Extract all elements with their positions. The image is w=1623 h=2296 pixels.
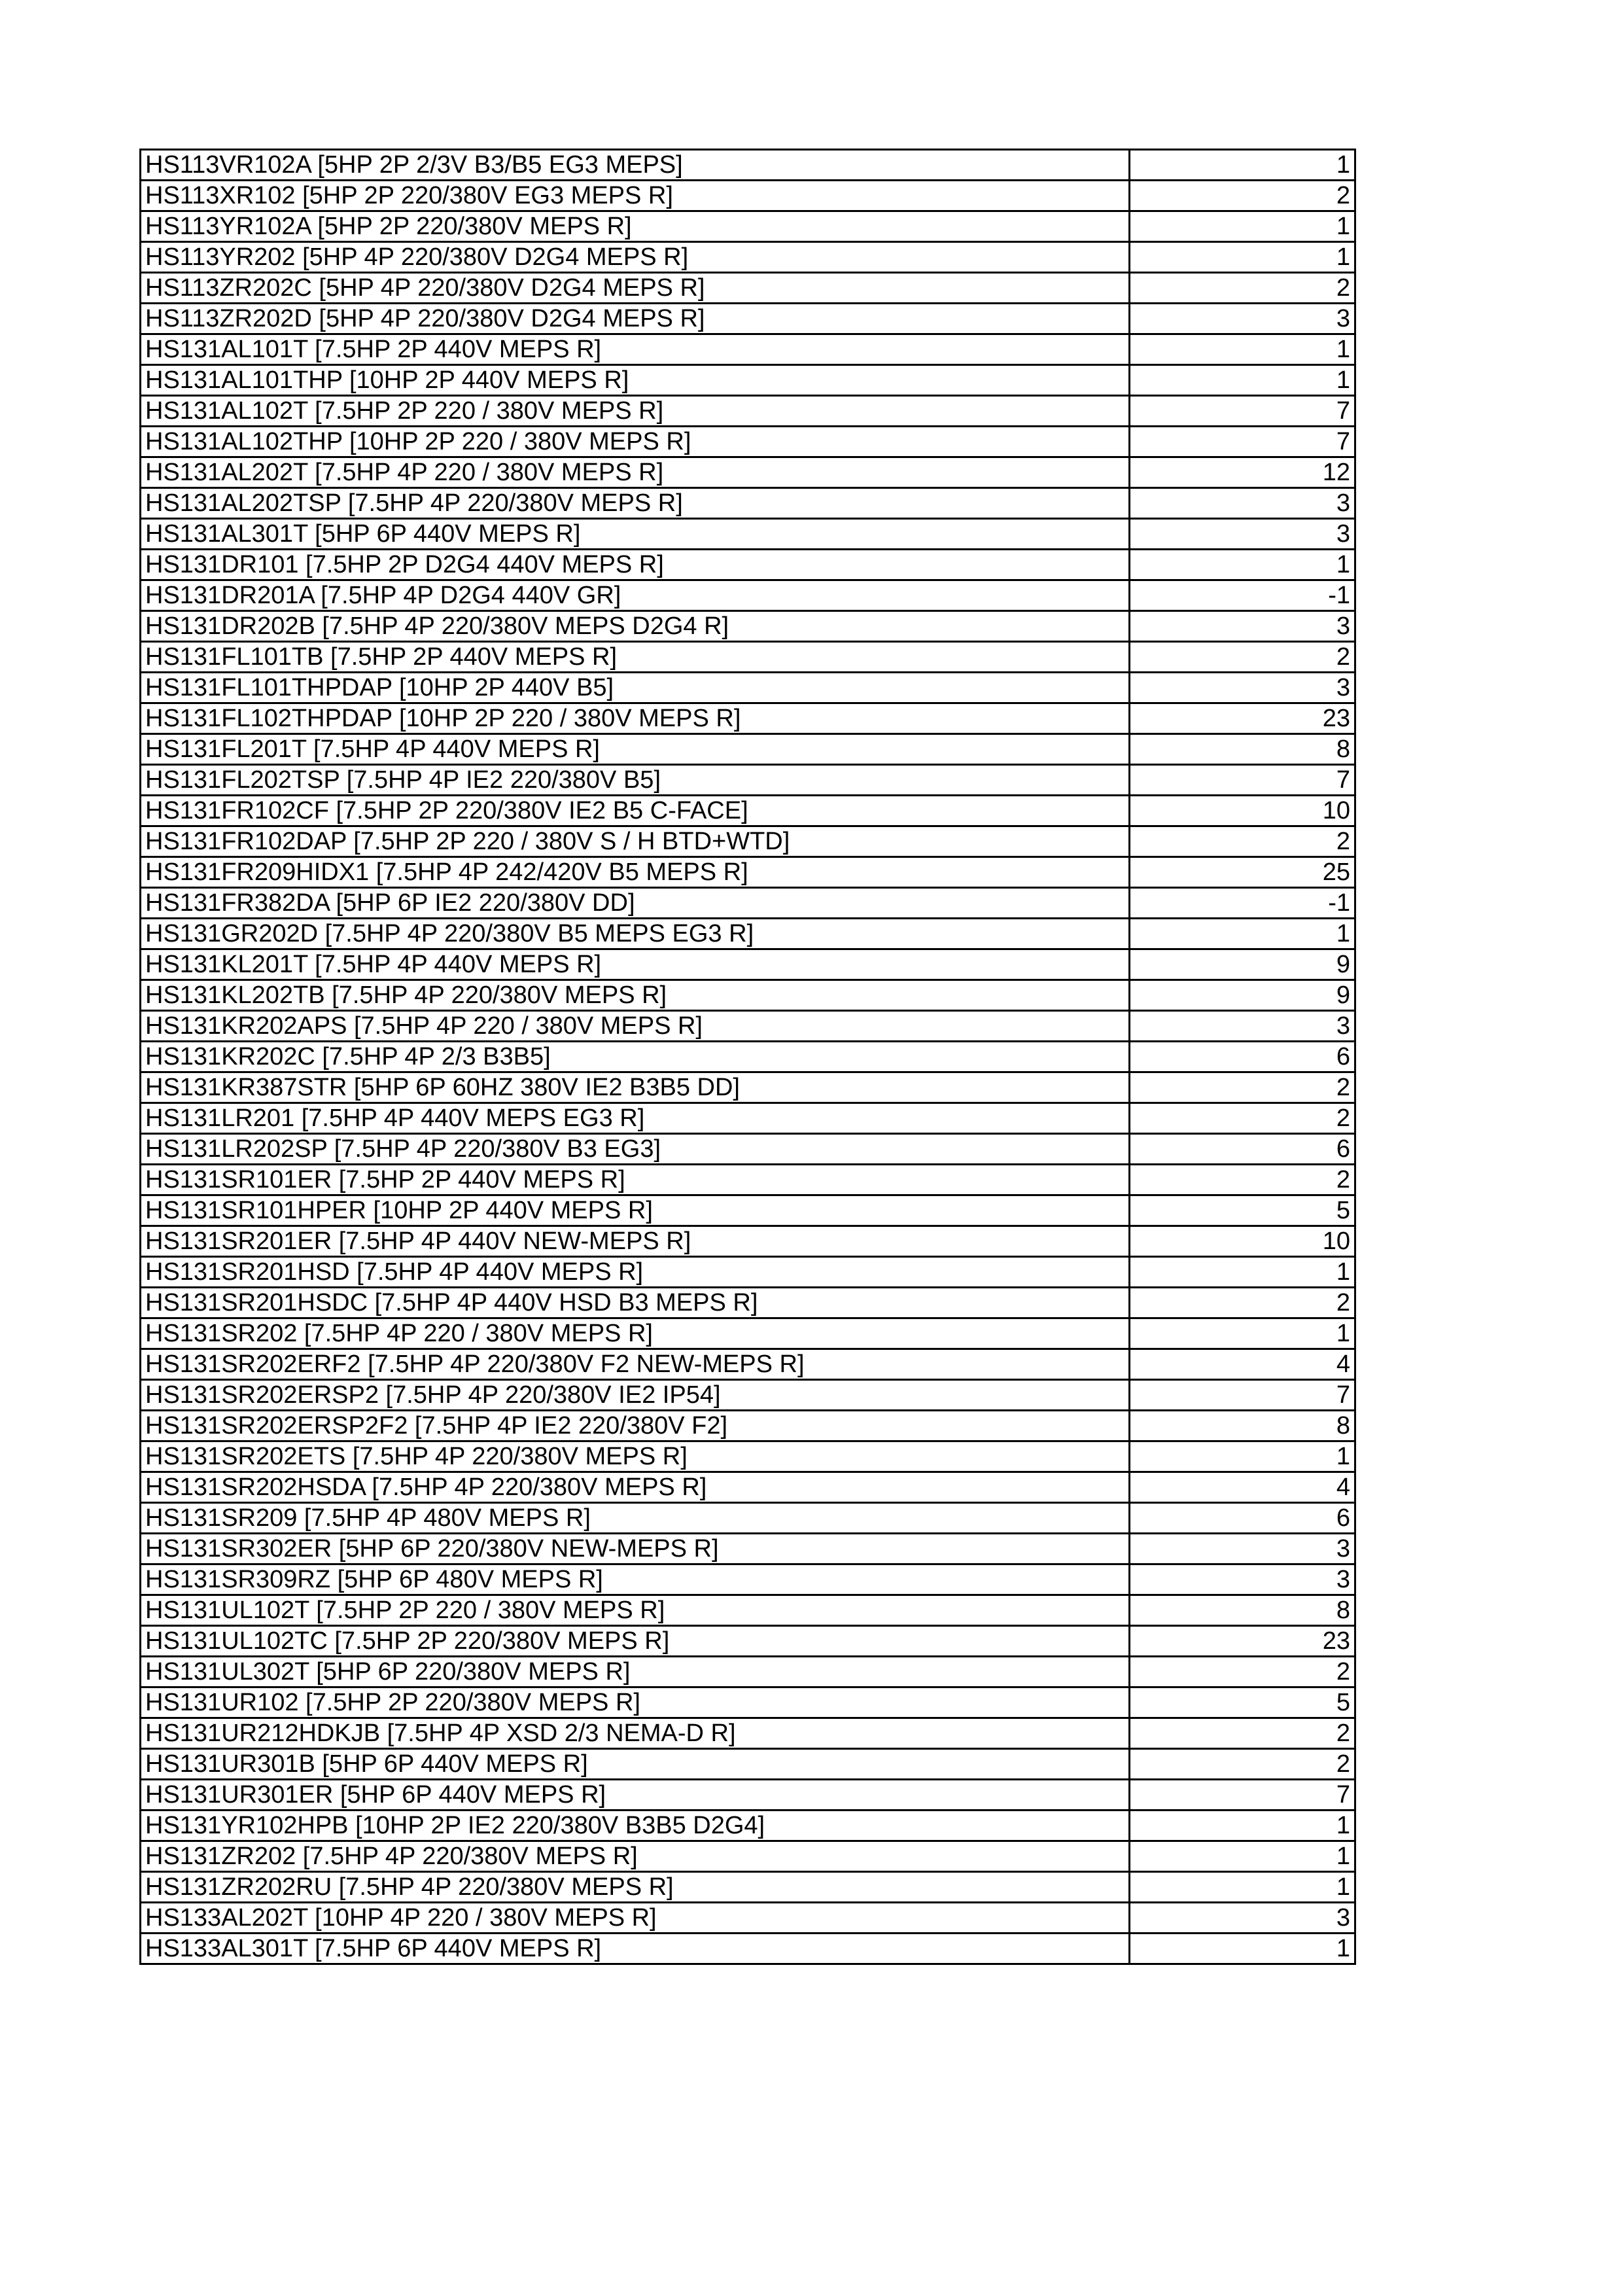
item-quantity-cell: 2: [1130, 642, 1355, 673]
table-row: [141, 1380, 1355, 1411]
item-quantity-cell: 8: [1130, 1411, 1355, 1441]
item-description-cell: HS131ZR202RU [7.5HP 4P 220/380V MEPS R]: [141, 1872, 1130, 1903]
table-row: [141, 1103, 1355, 1134]
item-quantity-cell: 4: [1130, 1349, 1355, 1380]
table-row: [141, 519, 1355, 550]
item-description-cell: HS131KR202APS [7.5HP 4P 220 / 380V MEPS R]: [141, 1011, 1130, 1042]
item-quantity-cell: 25: [1130, 857, 1355, 888]
table-row: [141, 211, 1355, 242]
table-row: [141, 1226, 1355, 1257]
inventory-table: [139, 149, 1356, 1965]
table-row: [141, 304, 1355, 334]
item-quantity-cell: 1: [1130, 150, 1355, 181]
item-quantity-cell: 1: [1130, 1441, 1355, 1472]
item-description-cell: HS131FR102CF [7.5HP 2P 220/380V IE2 B5 C-FACE]: [141, 796, 1130, 826]
item-description-cell: HS131LR201 [7.5HP 4P 440V MEPS EG3 R]: [141, 1103, 1130, 1134]
item-description-cell: HS133AL202T [10HP 4P 220 / 380V MEPS R]: [141, 1903, 1130, 1934]
table-row: [141, 642, 1355, 673]
inventory-table-body: [141, 150, 1355, 1964]
table-row: [141, 1441, 1355, 1472]
table-row: [141, 1749, 1355, 1780]
table-row: [141, 1195, 1355, 1226]
item-quantity-cell: 1: [1130, 1318, 1355, 1349]
item-description-cell: HS131SR201HSDC [7.5HP 4P 440V HSD B3 MEPS R]: [141, 1288, 1130, 1318]
table-row: [141, 673, 1355, 703]
item-quantity-cell: 1: [1130, 365, 1355, 396]
table-row: [141, 1011, 1355, 1042]
item-quantity-cell: 1: [1130, 1841, 1355, 1872]
item-quantity-cell: 2: [1130, 1749, 1355, 1780]
item-description-cell: HS131UR301ER [5HP 6P 440V MEPS R]: [141, 1780, 1130, 1810]
item-quantity-cell: 4: [1130, 1472, 1355, 1503]
item-quantity-cell: 2: [1130, 1718, 1355, 1749]
table-row: [141, 949, 1355, 980]
table-row: [141, 1318, 1355, 1349]
table-row: [141, 1687, 1355, 1718]
item-quantity-cell: 10: [1130, 796, 1355, 826]
item-description-cell: HS113ZR202C [5HP 4P 220/380V D2G4 MEPS R]: [141, 273, 1130, 304]
item-quantity-cell: 3: [1130, 1903, 1355, 1934]
table-row: [141, 1626, 1355, 1657]
table-row: [141, 273, 1355, 304]
table-row: [141, 1411, 1355, 1441]
item-description-cell: HS113ZR202D [5HP 4P 220/380V D2G4 MEPS R]: [141, 304, 1130, 334]
table-row: [141, 242, 1355, 273]
item-description-cell: HS131UL102T [7.5HP 2P 220 / 380V MEPS R]: [141, 1595, 1130, 1626]
item-description-cell: HS131FL202TSP [7.5HP 4P IE2 220/380V B5]: [141, 765, 1130, 796]
item-quantity-cell: 2: [1130, 273, 1355, 304]
item-description-cell: HS133AL301T [7.5HP 6P 440V MEPS R]: [141, 1934, 1130, 1964]
table-row: [141, 1472, 1355, 1503]
item-description-cell: HS113XR102 [5HP 2P 220/380V EG3 MEPS R]: [141, 181, 1130, 211]
item-description-cell: HS131SR202ETS [7.5HP 4P 220/380V MEPS R]: [141, 1441, 1130, 1472]
item-description-cell: HS131AL102T [7.5HP 2P 220 / 380V MEPS R]: [141, 396, 1130, 427]
item-quantity-cell: 3: [1130, 1564, 1355, 1595]
item-quantity-cell: 2: [1130, 181, 1355, 211]
item-quantity-cell: 5: [1130, 1195, 1355, 1226]
item-description-cell: HS131UL102TC [7.5HP 2P 220/380V MEPS R]: [141, 1626, 1130, 1657]
item-quantity-cell: 1: [1130, 550, 1355, 580]
table-row: [141, 396, 1355, 427]
item-description-cell: HS131DR201A [7.5HP 4P D2G4 440V GR]: [141, 580, 1130, 611]
table-row: [141, 703, 1355, 734]
table-row: [141, 1503, 1355, 1534]
table-row: [141, 1534, 1355, 1564]
item-quantity-cell: 9: [1130, 980, 1355, 1011]
item-quantity-cell: 2: [1130, 1165, 1355, 1195]
item-description-cell: HS131AL202TSP [7.5HP 4P 220/380V MEPS R]: [141, 488, 1130, 519]
item-description-cell: HS131FR209HIDX1 [7.5HP 4P 242/420V B5 MEPS R]: [141, 857, 1130, 888]
item-description-cell: HS131DR202B [7.5HP 4P 220/380V MEPS D2G4 R]: [141, 611, 1130, 642]
item-description-cell: HS131SR202ERSP2F2 [7.5HP 4P IE2 220/380V F2]: [141, 1411, 1130, 1441]
table-row: [141, 334, 1355, 365]
item-quantity-cell: 6: [1130, 1042, 1355, 1072]
item-quantity-cell: 3: [1130, 673, 1355, 703]
table-row: [141, 1595, 1355, 1626]
table-row: [141, 611, 1355, 642]
item-quantity-cell: 2: [1130, 1072, 1355, 1103]
table-row: [141, 365, 1355, 396]
item-description-cell: HS131KR387STR [5HP 6P 60HZ 380V IE2 B3B5 DD]: [141, 1072, 1130, 1103]
item-description-cell: HS131FL102THPDAP [10HP 2P 220 / 380V MEPS R]: [141, 703, 1130, 734]
table-row: [141, 580, 1355, 611]
table-row: [141, 1718, 1355, 1749]
item-description-cell: HS131SR101HPER [10HP 2P 440V MEPS R]: [141, 1195, 1130, 1226]
item-description-cell: HS131AL102THP [10HP 2P 220 / 380V MEPS R]: [141, 427, 1130, 457]
item-quantity-cell: 1: [1130, 1257, 1355, 1288]
item-description-cell: HS131FL201T [7.5HP 4P 440V MEPS R]: [141, 734, 1130, 765]
table-row: [141, 919, 1355, 949]
item-quantity-cell: 1: [1130, 242, 1355, 273]
item-description-cell: HS131KR202C [7.5HP 4P 2/3 B3B5]: [141, 1042, 1130, 1072]
item-quantity-cell: 2: [1130, 1288, 1355, 1318]
table-row: [141, 1872, 1355, 1903]
item-quantity-cell: 5: [1130, 1687, 1355, 1718]
item-quantity-cell: -1: [1130, 580, 1355, 611]
item-quantity-cell: 3: [1130, 519, 1355, 550]
table-row: [141, 1072, 1355, 1103]
item-quantity-cell: 1: [1130, 1934, 1355, 1964]
item-description-cell: HS131SR202ERF2 [7.5HP 4P 220/380V F2 NEW-MEPS R]: [141, 1349, 1130, 1380]
item-quantity-cell: 2: [1130, 1103, 1355, 1134]
item-description-cell: HS131SR309RZ [5HP 6P 480V MEPS R]: [141, 1564, 1130, 1595]
item-description-cell: HS131AL301T [5HP 6P 440V MEPS R]: [141, 519, 1130, 550]
item-quantity-cell: 6: [1130, 1503, 1355, 1534]
item-description-cell: HS131AL101T [7.5HP 2P 440V MEPS R]: [141, 334, 1130, 365]
table-row: [141, 488, 1355, 519]
item-quantity-cell: 9: [1130, 949, 1355, 980]
table-row: [141, 1564, 1355, 1595]
table-row: [141, 826, 1355, 857]
table-row: [141, 1841, 1355, 1872]
table-row: [141, 427, 1355, 457]
table-row: [141, 1257, 1355, 1288]
item-description-cell: HS131SR202HSDA [7.5HP 4P 220/380V MEPS R]: [141, 1472, 1130, 1503]
item-quantity-cell: 10: [1130, 1226, 1355, 1257]
item-quantity-cell: 1: [1130, 1810, 1355, 1841]
item-quantity-cell: 3: [1130, 488, 1355, 519]
item-description-cell: HS131KL201T [7.5HP 4P 440V MEPS R]: [141, 949, 1130, 980]
item-quantity-cell: 1: [1130, 1872, 1355, 1903]
item-quantity-cell: 7: [1130, 765, 1355, 796]
item-quantity-cell: 3: [1130, 1534, 1355, 1564]
table-row: [141, 150, 1355, 181]
item-description-cell: HS131LR202SP [7.5HP 4P 220/380V B3 EG3]: [141, 1134, 1130, 1165]
item-description-cell: HS131SR101ER [7.5HP 2P 440V MEPS R]: [141, 1165, 1130, 1195]
item-description-cell: HS131FR102DAP [7.5HP 2P 220 / 380V S / H BTD+WTD]: [141, 826, 1130, 857]
table-row: [141, 1134, 1355, 1165]
item-quantity-cell: 7: [1130, 1780, 1355, 1810]
item-description-cell: HS131UR301B [5HP 6P 440V MEPS R]: [141, 1749, 1130, 1780]
table-row: [141, 1810, 1355, 1841]
table-row: [141, 1934, 1355, 1964]
table-row: [141, 1657, 1355, 1687]
table-row: [141, 734, 1355, 765]
item-quantity-cell: 6: [1130, 1134, 1355, 1165]
table-row: [141, 1903, 1355, 1934]
item-description-cell: HS131SR302ER [5HP 6P 220/380V NEW-MEPS R]: [141, 1534, 1130, 1564]
item-description-cell: HS131UR212HDKJB [7.5HP 4P XSD 2/3 NEMA-D R]: [141, 1718, 1130, 1749]
item-quantity-cell: -1: [1130, 888, 1355, 919]
item-description-cell: HS131DR101 [7.5HP 2P D2G4 440V MEPS R]: [141, 550, 1130, 580]
table-row: [141, 1042, 1355, 1072]
item-description-cell: HS113VR102A [5HP 2P 2/3V B3/B5 EG3 MEPS]: [141, 150, 1130, 181]
item-quantity-cell: 23: [1130, 703, 1355, 734]
item-quantity-cell: 3: [1130, 1011, 1355, 1042]
item-description-cell: HS131SR209 [7.5HP 4P 480V MEPS R]: [141, 1503, 1130, 1534]
table-row: [141, 1165, 1355, 1195]
item-description-cell: HS113YR102A [5HP 2P 220/380V MEPS R]: [141, 211, 1130, 242]
item-description-cell: HS131AL101THP [10HP 2P 440V MEPS R]: [141, 365, 1130, 396]
item-description-cell: HS131UR102 [7.5HP 2P 220/380V MEPS R]: [141, 1687, 1130, 1718]
table-row: [141, 980, 1355, 1011]
item-description-cell: HS131FL101TB [7.5HP 2P 440V MEPS R]: [141, 642, 1130, 673]
item-description-cell: HS131GR202D [7.5HP 4P 220/380V B5 MEPS EG3 R]: [141, 919, 1130, 949]
table-row: [141, 888, 1355, 919]
table-row: [141, 550, 1355, 580]
item-quantity-cell: 12: [1130, 457, 1355, 488]
item-description-cell: HS131SR201ER [7.5HP 4P 440V NEW-MEPS R]: [141, 1226, 1130, 1257]
item-quantity-cell: 23: [1130, 1626, 1355, 1657]
item-quantity-cell: 1: [1130, 211, 1355, 242]
item-quantity-cell: 8: [1130, 734, 1355, 765]
item-quantity-cell: 1: [1130, 919, 1355, 949]
table-row: [141, 1780, 1355, 1810]
item-description-cell: HS113YR202 [5HP 4P 220/380V D2G4 MEPS R]: [141, 242, 1130, 273]
table-row: [141, 181, 1355, 211]
item-quantity-cell: 2: [1130, 826, 1355, 857]
item-quantity-cell: 3: [1130, 611, 1355, 642]
item-quantity-cell: 8: [1130, 1595, 1355, 1626]
item-description-cell: HS131SR201HSD [7.5HP 4P 440V MEPS R]: [141, 1257, 1130, 1288]
item-description-cell: HS131AL202T [7.5HP 4P 220 / 380V MEPS R]: [141, 457, 1130, 488]
table-row: [141, 457, 1355, 488]
table-row: [141, 765, 1355, 796]
item-description-cell: HS131KL202TB [7.5HP 4P 220/380V MEPS R]: [141, 980, 1130, 1011]
item-description-cell: HS131FL101THPDAP [10HP 2P 440V B5]: [141, 673, 1130, 703]
item-description-cell: HS131YR102HPB [10HP 2P IE2 220/380V B3B5 D2G4]: [141, 1810, 1130, 1841]
table-row: [141, 857, 1355, 888]
item-quantity-cell: 7: [1130, 427, 1355, 457]
item-quantity-cell: 1: [1130, 334, 1355, 365]
item-description-cell: HS131SR202ERSP2 [7.5HP 4P 220/380V IE2 IP54]: [141, 1380, 1130, 1411]
item-description-cell: HS131UL302T [5HP 6P 220/380V MEPS R]: [141, 1657, 1130, 1687]
table-row: [141, 796, 1355, 826]
item-quantity-cell: 7: [1130, 396, 1355, 427]
item-quantity-cell: 3: [1130, 304, 1355, 334]
item-description-cell: HS131SR202 [7.5HP 4P 220 / 380V MEPS R]: [141, 1318, 1130, 1349]
item-description-cell: HS131FR382DA [5HP 6P IE2 220/380V DD]: [141, 888, 1130, 919]
item-quantity-cell: 7: [1130, 1380, 1355, 1411]
table-row: [141, 1349, 1355, 1380]
table-row: [141, 1288, 1355, 1318]
item-quantity-cell: 2: [1130, 1657, 1355, 1687]
item-description-cell: HS131ZR202 [7.5HP 4P 220/380V MEPS R]: [141, 1841, 1130, 1872]
